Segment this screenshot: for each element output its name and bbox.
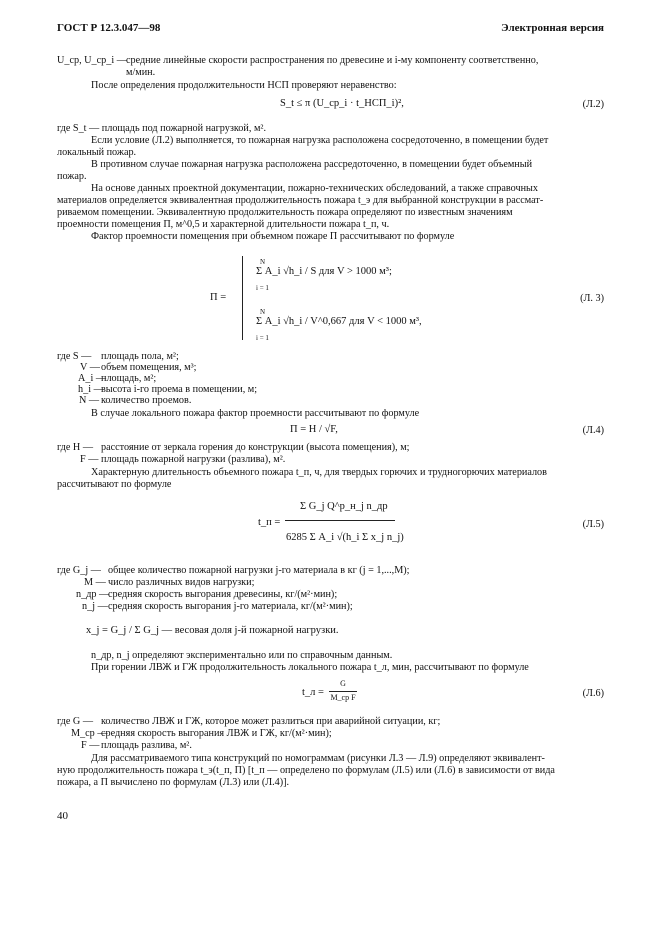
def-text: высота i-го проема в помещении, м;: [101, 384, 258, 395]
paragraph: материалов определяется эквивалентная продолжительность пожара t_э для выбранной конструкции в рассмат-: [57, 195, 544, 206]
paragraph: где S_t — площадь под пожарной нагрузкой, м².: [57, 123, 266, 134]
def-text: средняя скорость выгорания древесины, кг/(м²·мин);: [108, 589, 338, 600]
equation-l6-label: (Л.6): [582, 688, 604, 699]
def-text: количество проемов.: [101, 395, 192, 406]
def-symbol: где G —: [57, 716, 94, 727]
equation-l6-fraction-bar: [329, 691, 357, 692]
def-symbol: где G_j —: [57, 565, 101, 576]
equation-l5-denominator: 6285 Σ A_i √(h_i Σ x_j n_j): [286, 532, 404, 543]
def-text: площадь, м²;: [101, 373, 157, 384]
def-symbol: где S —: [57, 351, 92, 362]
paragraph: риваемом помещении. Эквивалентную продолжительность пожара определяют по известным значениям: [57, 207, 513, 218]
equation-l4: П = H / √F,: [290, 424, 338, 435]
equation-l3-sum-top-2: N: [260, 308, 266, 316]
def-weight-fraction: x_j = G_j / Σ G_j — весовая доля j-й пожарной нагрузки.: [86, 625, 339, 636]
paragraph: Если условие (Л.2) выполняется, то пожарная нагрузка расположена сосредоточенно, в помещении будет: [91, 135, 549, 146]
def-text: общее количество пожарной нагрузки j-го материала в кг (j = 1,...,M);: [108, 565, 410, 576]
paragraph: пожар.: [57, 171, 87, 182]
equation-l3-sum-top-1: N: [260, 258, 266, 266]
paragraph: Фактор проемности помещения при объемном пожаре П рассчитывают по формуле: [91, 231, 455, 242]
def-text: средняя скорость выгорания ЛВЖ и ГЖ, кг/(м²·мин);: [101, 728, 332, 739]
paragraph: n_др, n_j определяют экспериментально или по справочным данным.: [91, 650, 393, 661]
paragraph: Для рассматриваемого типа конструкций по номограммам (рисунки Л.3 — Л.9) определяют эквивалент-: [91, 753, 545, 764]
def-text: объем помещения, м³;: [101, 362, 197, 373]
def-symbol: M_ср —: [71, 728, 108, 739]
paragraph: При горении ЛВЖ и ГЖ продолжительность локального пожара t_л, мин, рассчитывают по формуле: [91, 662, 529, 673]
def-text: площадь пожарной нагрузки (разлива), м².: [101, 454, 286, 465]
def-symbol: n_j —: [82, 601, 108, 612]
def-symbol: F —: [81, 740, 100, 751]
page-number: 40: [57, 810, 68, 822]
equation-l2: S_t ≤ π (U_ср_i · t_НСП_i)²,: [280, 98, 404, 109]
equation-l4-label: (Л.4): [582, 425, 604, 436]
def-text-ucp-1: средние линейные скорости распространения по древесине и i-му компоненту соответственно,: [126, 55, 539, 66]
paragraph: В случае локального пожара фактор проемности рассчитывают по формуле: [91, 408, 420, 419]
paragraph: На основе данных проектной документации, пожарно-технических обследований, а также справочных: [91, 183, 539, 194]
version-label: Электронная версия: [501, 22, 604, 34]
equation-l5-lhs: t_п =: [258, 517, 281, 528]
def-text: количество ЛВЖ и ГЖ, которое может разлиться при аварийной ситуации, кг;: [101, 716, 441, 727]
paragraph: пожара, а П вычислено по формулам (Л.3) или (Л.4)].: [57, 777, 290, 788]
paragraph: Характерную длительность объемного пожара t_п, ч, для твердых горючих и трудногорючих материалов: [91, 467, 547, 478]
def-text: средняя скорость выгорания j-го материала, кг/(м²·мин);: [108, 601, 353, 612]
paragraph: рассчитывают по формуле: [57, 479, 172, 490]
def-symbol: h_i —: [78, 384, 104, 395]
standard-id: ГОСТ Р 12.3.047—98: [57, 22, 161, 34]
equation-l3-lhs: П =: [210, 292, 227, 303]
equation-l3-brace: [242, 256, 243, 340]
def-text: площадь разлива, м².: [101, 740, 192, 751]
paragraph: ную продолжительность пожара t_э(t_п, П) [t_п — определено по формулам (Л.5) или (Л.6) в зависимости от вида: [57, 765, 555, 776]
def-symbol: N —: [79, 395, 100, 406]
def-symbol: F —: [80, 454, 99, 465]
paragraph: В противном случае пожарная нагрузка расположена рассредоточенно, в помещении будет объемный: [91, 159, 533, 170]
def-symbol: M —: [84, 577, 106, 588]
equation-l2-label: (Л.2): [582, 99, 604, 110]
equation-l3-label: (Л. 3): [580, 293, 604, 304]
def-text: площадь пола, м²;: [101, 351, 179, 362]
equation-l6-lhs: t_л =: [302, 687, 324, 698]
def-symbol-ucp: U_ср, U_ср_i —: [57, 55, 127, 66]
equation-l6-numerator: G: [340, 679, 346, 688]
def-symbol: где H —: [57, 442, 94, 453]
def-text-ucp-2: м/мин.: [126, 67, 156, 78]
equation-l5-fraction-bar: [285, 520, 395, 521]
equation-l5-numerator: Σ G_j Q^р_н_j n_др: [300, 501, 388, 512]
def-text: число различных видов нагрузки;: [108, 577, 255, 588]
paragraph: локальный пожар.: [57, 147, 137, 158]
paragraph: проемности помещения П, м^0,5 и характерной длительности пожара t_п, ч.: [57, 219, 390, 230]
paragraph: После определения продолжительности НСП проверяют неравенство:: [91, 80, 397, 91]
def-symbol: n_др —: [76, 589, 110, 600]
equation-l6-denominator: M_ср F: [330, 693, 356, 702]
def-symbol: V —: [80, 362, 100, 373]
equation-l3-sum-bottom-1: i = 1: [256, 284, 269, 292]
def-text: расстояние от зеркала горения до конструкции (высота помещения), м;: [101, 442, 410, 453]
def-symbol: A_i —: [78, 373, 107, 384]
equation-l5-label: (Л.5): [582, 519, 604, 530]
equation-l3-sum-bottom-2: i = 1: [256, 334, 269, 342]
equation-l3-row-1: Σ A_i √h_i / S для V > 1000 м³;: [256, 266, 392, 277]
equation-l3-row-2: Σ A_i √h_i / V^0,667 для V < 1000 м³,: [256, 316, 422, 327]
